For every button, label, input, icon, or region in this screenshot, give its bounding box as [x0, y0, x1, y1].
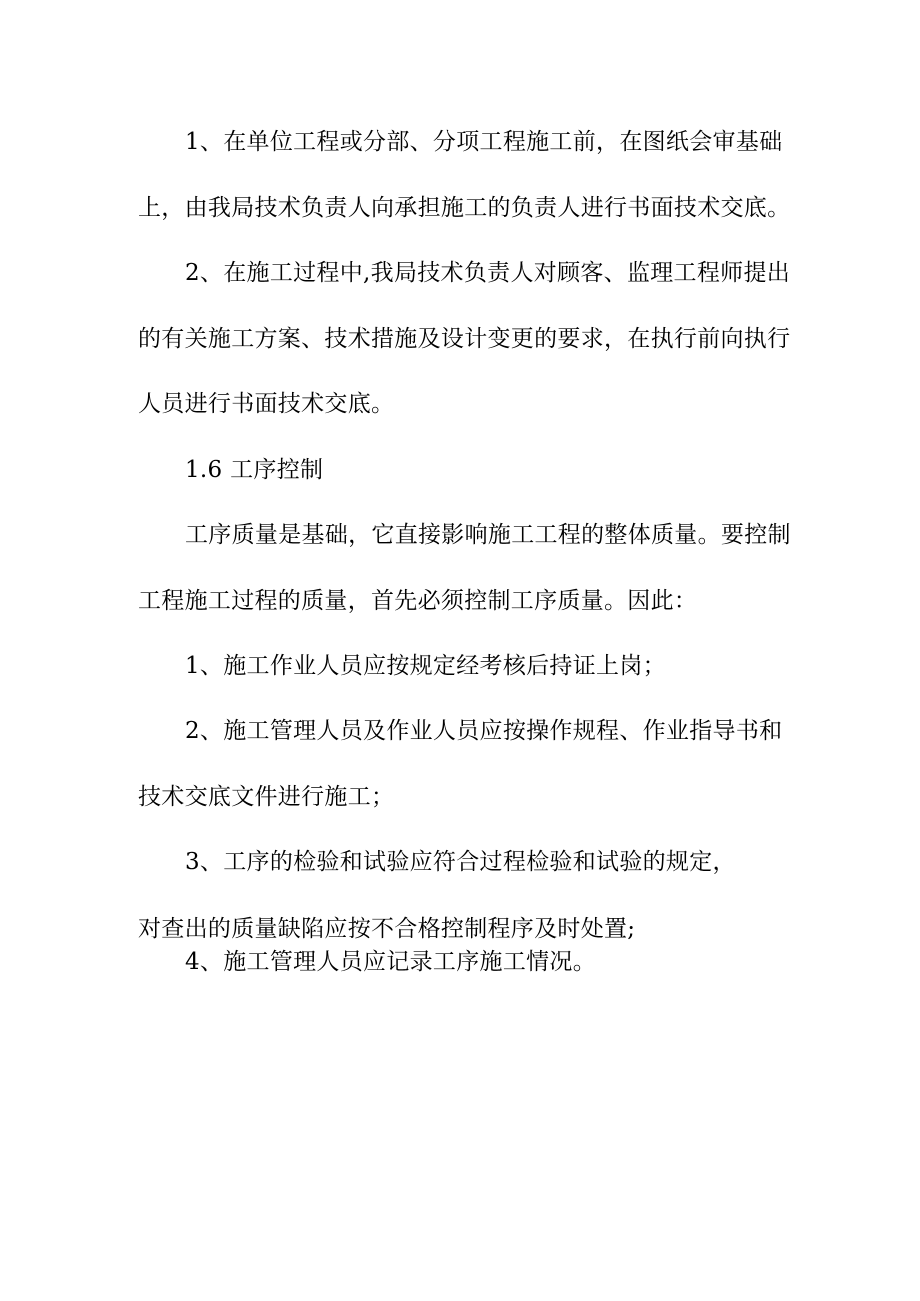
paragraph-line: 的有关施工方案、技术措施及设计变更的要求，在执行前向执行 [138, 326, 791, 352]
list-item-continuation: 技术交底文件进行施工； [138, 784, 395, 810]
list-item: 1、施工作业人员应按规定经考核后持证上岗； [185, 653, 666, 679]
paragraph-line: 人员进行书面技术交底。 [138, 391, 395, 417]
list-item-continuation: 对查出的质量缺陷应按不合格控制程序及时处置; [138, 916, 636, 942]
paragraph-line: 1、在单位工程或分部、分项工程施工前，在图纸会审基础 [185, 129, 783, 155]
paragraph-line: 上，由我局技术负责人向承担施工的负责人进行书面技术交底。 [138, 195, 791, 221]
list-item: 4、施工管理人员应记录工序施工情况。 [185, 949, 597, 975]
list-item: 3、工序的检验和试验应符合过程检验和试验的规定， [185, 849, 736, 875]
paragraph-line: 工程施工过程的质量，首先必须控制工序质量。因此： [138, 588, 698, 614]
paragraph-line: 2、在施工过程中,我局技术负责人对顾客、监理工程师提出 [185, 260, 791, 286]
section-heading: 1.6 工序控制 [185, 457, 324, 483]
list-item: 2、施工管理人员及作业人员应按操作规程、作业指导书和 [185, 718, 783, 744]
paragraph-line: 工序质量是基础，它直接影响施工工程的整体质量。要控制 [185, 522, 791, 548]
